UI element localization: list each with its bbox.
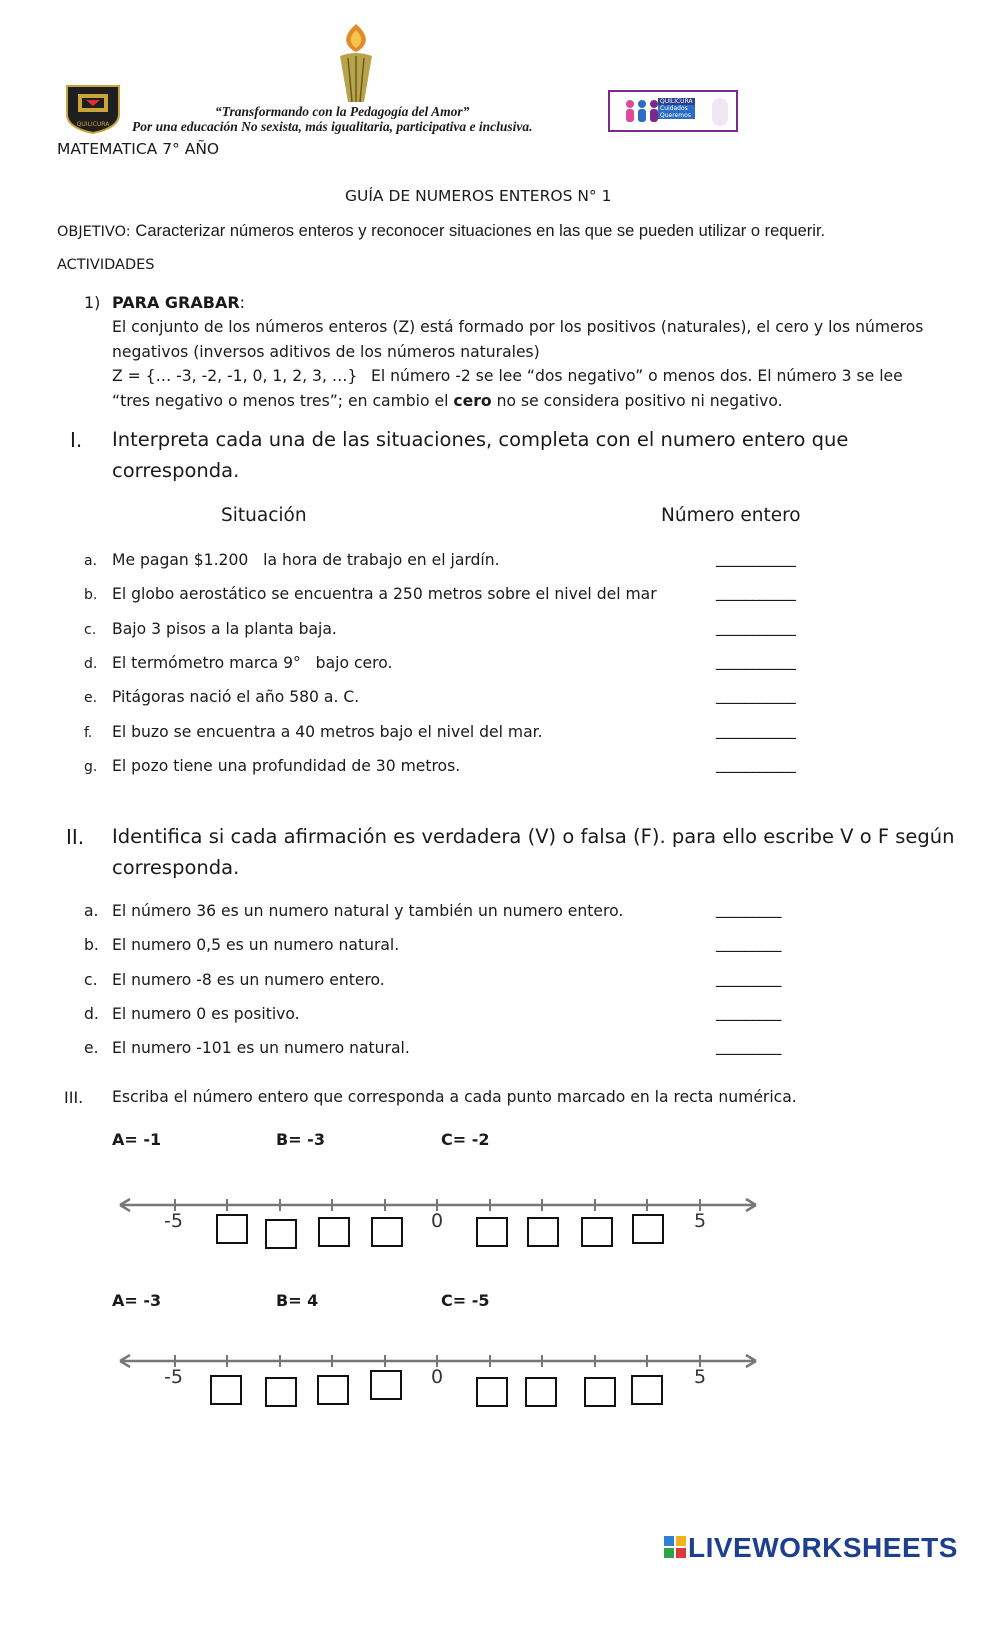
section1-title-line1: Interpreta cada una de las situaciones, completa con el numero entero que [112, 428, 849, 451]
grabar-line4: “tres negativo o menos tres”; en cambio el cero no se considera positivo ni negativo. [112, 392, 783, 410]
situation-text: Me pagan $1.200 la hora de trabajo en el jardín. [112, 551, 500, 569]
grabar-line2: negativos (inversos aditivos de los números naturales) [112, 343, 540, 361]
situation-text: El termómetro marca 9° bajo cero. [112, 653, 393, 672]
line2-tick-minus5: -5 [164, 1366, 183, 1388]
line2-tick-0: 0 [431, 1366, 444, 1388]
page-title: GUÍA DE NUMEROS ENTEROS N° 1 [345, 187, 612, 205]
grabar-title: PARA GRABAR [112, 293, 240, 312]
answer-blank[interactable]: _________ [716, 968, 781, 987]
column-header-situation: Situación [221, 505, 307, 526]
cero-emphasis: cero [453, 392, 492, 410]
statement-text: El numero 0 es positivo. [112, 1004, 300, 1023]
answer-blank[interactable]: _________ [716, 934, 781, 953]
school-tagline: Por una educación No sexista, más igualitaria, participativa e inclusiva. [132, 119, 533, 134]
statement-text: El numero -101 es un numero natural. [112, 1039, 410, 1058]
statement-text: El numero -8 es un numero entero. [112, 970, 385, 989]
section2-title-line1: Identifica si cada afirmación es verdadera (V) o falsa (F). para ello escribe V o F según [112, 825, 955, 848]
answer-box[interactable] [631, 1375, 663, 1405]
situation-text: Bajo 3 pisos a la planta baja. [112, 619, 337, 638]
line1-label-c: C= -2 [441, 1130, 490, 1149]
answer-box[interactable] [581, 1217, 613, 1247]
answer-box[interactable] [476, 1377, 508, 1407]
grabar-line3b: El número -2 se lee “dos negativo” o menos dos. El número 3 se lee [371, 367, 903, 385]
line2-label-c: C= -5 [441, 1291, 490, 1310]
item-letter: c. [84, 970, 98, 989]
partner-logo [608, 90, 738, 132]
section3-title: Escriba el número entero que corresponda a cada punto marcado en la recta numérica. [112, 1088, 797, 1106]
section2-title-line2: corresponda. [112, 856, 240, 879]
answer-blank[interactable]: ___________ [716, 720, 796, 739]
answer-box[interactable] [265, 1219, 297, 1249]
grabar-heading [112, 293, 245, 312]
section3-numeral: III. [64, 1088, 84, 1107]
grabar-colon: : [239, 293, 246, 312]
line1-label-b: B= -3 [276, 1130, 325, 1149]
grabar-number: 1) [84, 293, 101, 312]
item-letter: e. [84, 1039, 99, 1058]
answer-blank[interactable]: ___________ [716, 549, 796, 567]
brand-name: LIVEWORKSHEETS [688, 1532, 958, 1563]
grabar-set-notation: Z = {… -3, -2, -1, 0, 1, 2, 3, …} [112, 367, 358, 385]
item-letter: e. [84, 690, 98, 707]
svg-text:QUILICURA: QUILICURA [76, 121, 110, 128]
answer-blank[interactable]: ___________ [716, 617, 796, 636]
partner-logo-line2: Cuidados [658, 105, 695, 112]
answer-blank[interactable]: _________ [716, 1002, 781, 1021]
answer-blank[interactable]: ___________ [716, 651, 796, 670]
line2-tick-5: 5 [694, 1366, 707, 1388]
line1-tick-5: 5 [694, 1210, 707, 1232]
answer-box[interactable] [317, 1375, 349, 1405]
answer-box[interactable] [216, 1214, 248, 1244]
torch-logo [334, 22, 378, 104]
answer-box[interactable] [632, 1214, 664, 1244]
situation-text: El pozo tiene una profundidad de 30 metros. [112, 756, 461, 775]
section2-numeral: II. [66, 825, 85, 849]
partner-logo-figure [712, 98, 728, 126]
item-letter: b. [84, 587, 98, 604]
section1-numeral: I. [70, 428, 83, 452]
course-label: MATEMATICA 7° AÑO [57, 140, 220, 158]
answer-box[interactable] [210, 1375, 242, 1405]
line1-tick-minus5: -5 [164, 1210, 183, 1232]
section1-title-line2: corresponda. [112, 459, 240, 482]
answer-blank[interactable]: ___________ [716, 754, 796, 773]
item-letter: f. [84, 724, 93, 741]
activities-label: ACTIVIDADES [57, 257, 155, 273]
objective [57, 222, 825, 241]
line1-label-a: A= -1 [112, 1130, 162, 1149]
answer-box[interactable] [525, 1377, 557, 1407]
line1-tick-0: 0 [431, 1210, 444, 1232]
partner-logo-line3: Queremos [658, 112, 695, 119]
answer-box[interactable] [476, 1217, 508, 1247]
line2-label-b: B= 4 [276, 1291, 319, 1310]
item-letter: d. [84, 655, 98, 672]
answer-blank[interactable]: _________ [716, 900, 781, 918]
liveworksheets-icon [664, 1536, 686, 1558]
partner-logo-line1: QUILICURA [660, 98, 693, 105]
item-letter: c. [84, 621, 97, 638]
statement-text: El número 36 es un numero natural y también un numero entero. [112, 902, 624, 920]
column-header-number: Número entero [661, 505, 801, 526]
item-letter: b. [84, 936, 99, 955]
answer-box[interactable] [318, 1217, 350, 1247]
answer-box[interactable] [265, 1377, 297, 1407]
line2-label-a: A= -3 [112, 1291, 162, 1310]
answer-blank[interactable]: _________ [716, 1037, 781, 1056]
grabar-line1: El conjunto de los números enteros (Z) está formado por los positivos (naturales), el cero y los números [112, 318, 924, 336]
objective-text: Caracterizar números enteros y reconocer situaciones en las que se pueden utilizar o requerir. [135, 222, 826, 240]
situation-text: El globo aerostático se encuentra a 250 metros sobre el nivel del mar [112, 585, 657, 604]
answer-blank[interactable]: ___________ [716, 686, 796, 705]
answer-box[interactable] [371, 1217, 403, 1247]
answer-box[interactable] [527, 1217, 559, 1247]
situation-text: El buzo se encuentra a 40 metros bajo el nivel del mar. [112, 722, 543, 741]
item-letter: g. [84, 758, 98, 775]
school-motto: “Transformando con la Pedagogía del Amor” [215, 104, 470, 119]
answer-blank[interactable]: ___________ [716, 583, 796, 602]
item-letter: d. [84, 1004, 99, 1023]
objective-label: OBJETIVO: [57, 224, 131, 240]
item-letter: a. [84, 902, 99, 920]
item-letter: a. [84, 553, 98, 569]
school-crest-logo [64, 82, 122, 134]
statement-text: El numero 0,5 es un numero natural. [112, 936, 400, 955]
answer-box[interactable] [370, 1370, 402, 1400]
people-icon [624, 98, 662, 124]
answer-box[interactable] [584, 1377, 616, 1407]
situation-text: Pitágoras nació el año 580 a. C. [112, 688, 360, 707]
